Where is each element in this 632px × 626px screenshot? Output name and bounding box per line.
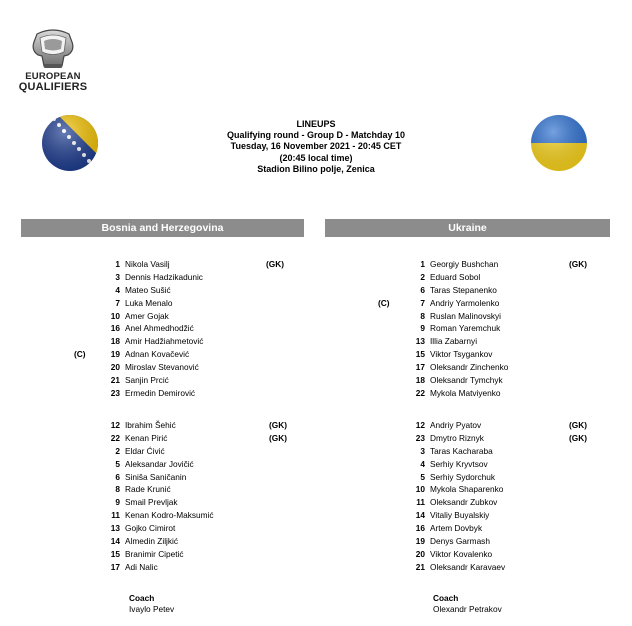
player-name: Mykola Matviyenko — [430, 387, 501, 398]
player-number: 12 — [415, 420, 425, 430]
player-name: Viktor Tsygankov — [430, 349, 493, 360]
player-name: Sanjin Prcić — [125, 375, 169, 386]
lineups-title: LINEUPS — [296, 119, 336, 129]
player-number: 15 — [110, 548, 120, 559]
captain-marker: (C) — [378, 297, 390, 308]
player-name: Dmytro Riznyk — [430, 432, 484, 443]
player-number: 1 — [420, 259, 425, 269]
player-name: Serhiy Kryvtsov — [430, 458, 488, 469]
player-name: Ermedin Demirović — [125, 387, 196, 398]
player-name: Smail Prevljak — [125, 497, 178, 508]
away-coach — [433, 593, 502, 615]
player-position: (GK) — [569, 420, 587, 430]
player-name: Taras Kacharaba — [430, 445, 493, 456]
player-name: Miroslav Stevanović — [125, 362, 199, 373]
player-number: 23 — [110, 387, 120, 398]
player-number: 12 — [110, 420, 120, 430]
player-number: 13 — [415, 336, 425, 347]
player-name: Denys Garmash — [430, 536, 490, 547]
bosnia-flag-icon — [42, 115, 98, 171]
player-name: Almedin Ziljkić — [125, 536, 179, 547]
player-number: 8 — [420, 310, 425, 321]
home-coach-label: Coach — [129, 593, 155, 603]
player-name: Vitaliy Buyalskiy — [430, 510, 490, 521]
player-number: 23 — [415, 432, 425, 443]
match-header — [150, 119, 482, 175]
player-name: Mateo Sušić — [125, 284, 171, 295]
player-name: Serhiy Sydorchuk — [430, 471, 496, 482]
player-name: Roman Yaremchuk — [430, 323, 501, 334]
player-number: 11 — [416, 497, 425, 508]
player-name: Adi Nalic — [125, 561, 158, 572]
player-number: 18 — [415, 375, 425, 386]
player-number: 10 — [415, 484, 425, 495]
player-name: Siniša Saničanin — [125, 471, 187, 482]
player-name: Oleksandr Karavaev — [430, 561, 506, 572]
player-name: Taras Stepanenko — [430, 284, 497, 295]
player-number: 15 — [415, 349, 425, 360]
player-number: 6 — [115, 471, 120, 482]
player-name: Dennis Hadzikadunic — [125, 271, 203, 282]
player-name: Ibrahim Šehić — [125, 420, 176, 430]
player-name: Andriy Pyatov — [430, 420, 482, 430]
player-number: 22 — [415, 387, 425, 398]
player-number: 16 — [415, 523, 425, 534]
player-number: 7 — [420, 297, 425, 308]
european-qualifiers-logo — [16, 28, 90, 93]
player-number: 19 — [110, 349, 120, 360]
away-team-bar: Ukraine — [325, 219, 610, 237]
player-number: 17 — [110, 561, 120, 572]
player-number: 3 — [420, 445, 425, 456]
player-name: Kenan Pirić — [125, 432, 168, 443]
logo-line-european: EUROPEAN — [25, 71, 81, 82]
player-number: 22 — [110, 432, 120, 443]
player-number: 7 — [115, 297, 120, 308]
player-name: Artem Dovbyk — [430, 523, 483, 534]
player-position: (GK) — [269, 420, 287, 430]
player-name: Oleksandr Tymchyk — [430, 375, 503, 386]
home-coach-name: Ivaylo Petev — [129, 604, 175, 614]
player-number: 8 — [115, 484, 120, 495]
player-name: Andriy Yarmolenko — [430, 297, 500, 308]
player-name: Ruslan Malinovskyi — [430, 310, 502, 321]
player-position: (GK) — [269, 432, 287, 443]
player-name: Anel Ahmedhodžić — [125, 323, 194, 334]
match-local-time: (20:45 local time) — [279, 152, 353, 163]
player-number: 9 — [420, 323, 425, 334]
player-name: Amer Gojak — [125, 310, 169, 321]
player-number: 14 — [110, 536, 120, 547]
player-number: 4 — [115, 284, 120, 295]
away-coach-label: Coach — [433, 593, 459, 603]
match-round: Qualifying round - Group D - Matchday 10 — [226, 130, 405, 141]
player-number: 14 — [415, 510, 425, 521]
player-number: 17 — [415, 362, 425, 373]
player-number: 19 — [415, 536, 425, 547]
player-name: Eduard Sobol — [430, 271, 481, 282]
player-position: (GK) — [569, 259, 587, 269]
player-name: Georgiy Bushchan — [430, 259, 499, 269]
player-position: (GK) — [266, 259, 284, 269]
player-name: Adnan Kovačević — [125, 349, 190, 360]
player-name: Kenan Kodro-Maksumić — [125, 510, 214, 521]
captain-marker: (C) — [74, 349, 86, 360]
player-name: Branimir Cipetić — [125, 548, 184, 559]
player-name: Nikola Vasilj — [125, 259, 170, 269]
player-number: 20 — [415, 548, 425, 559]
player-number: 3 — [115, 271, 120, 282]
player-name: Amir Hadžiahmetović — [125, 336, 204, 347]
player-number: 4 — [420, 458, 425, 469]
player-number: 20 — [110, 362, 120, 373]
player-position: (GK) — [569, 432, 587, 443]
player-name: Viktor Kovalenko — [430, 548, 493, 559]
ukraine-flag-icon — [531, 115, 587, 171]
player-number: 5 — [115, 458, 120, 469]
player-number: 6 — [420, 284, 425, 295]
player-name: Oleksandr Zinchenko — [430, 362, 509, 373]
logo-line-qualifiers: QUALIFIERS — [18, 81, 88, 93]
away-coach-name: Olexandr Petrakov — [433, 604, 502, 614]
player-number: 1 — [115, 259, 120, 269]
player-number: 13 — [110, 523, 120, 534]
player-number: 5 — [420, 471, 425, 482]
home-team-bar: Bosnia and Herzegovina — [21, 219, 304, 237]
player-number: 18 — [110, 336, 120, 347]
player-name: Oleksandr Zubkov — [430, 497, 498, 508]
player-number: 16 — [110, 323, 120, 334]
player-number: 21 — [415, 561, 425, 572]
trophy-icon — [28, 28, 78, 70]
player-number: 21 — [110, 375, 120, 386]
player-name: Illia Zabarnyi — [430, 336, 478, 347]
player-number: 11 — [111, 510, 120, 521]
player-name: Aleksandar Jovičić — [125, 458, 194, 469]
player-number: 9 — [115, 497, 120, 508]
home-coach — [129, 593, 174, 615]
match-venue: Stadion Bilino polje, Zenica — [257, 163, 375, 174]
player-name: Eldar Ćivić — [125, 445, 165, 456]
match-datetime: Tuesday, 16 November 2021 - 20:45 CET — [230, 141, 402, 152]
player-name: Mykola Shaparenko — [430, 484, 504, 495]
player-name: Gojko Cimirot — [125, 523, 176, 534]
player-number: 10 — [110, 310, 120, 321]
player-number: 2 — [420, 271, 425, 282]
player-name: Luka Menalo — [125, 297, 173, 308]
player-number: 2 — [115, 445, 120, 456]
player-name: Rade Krunić — [125, 484, 171, 495]
